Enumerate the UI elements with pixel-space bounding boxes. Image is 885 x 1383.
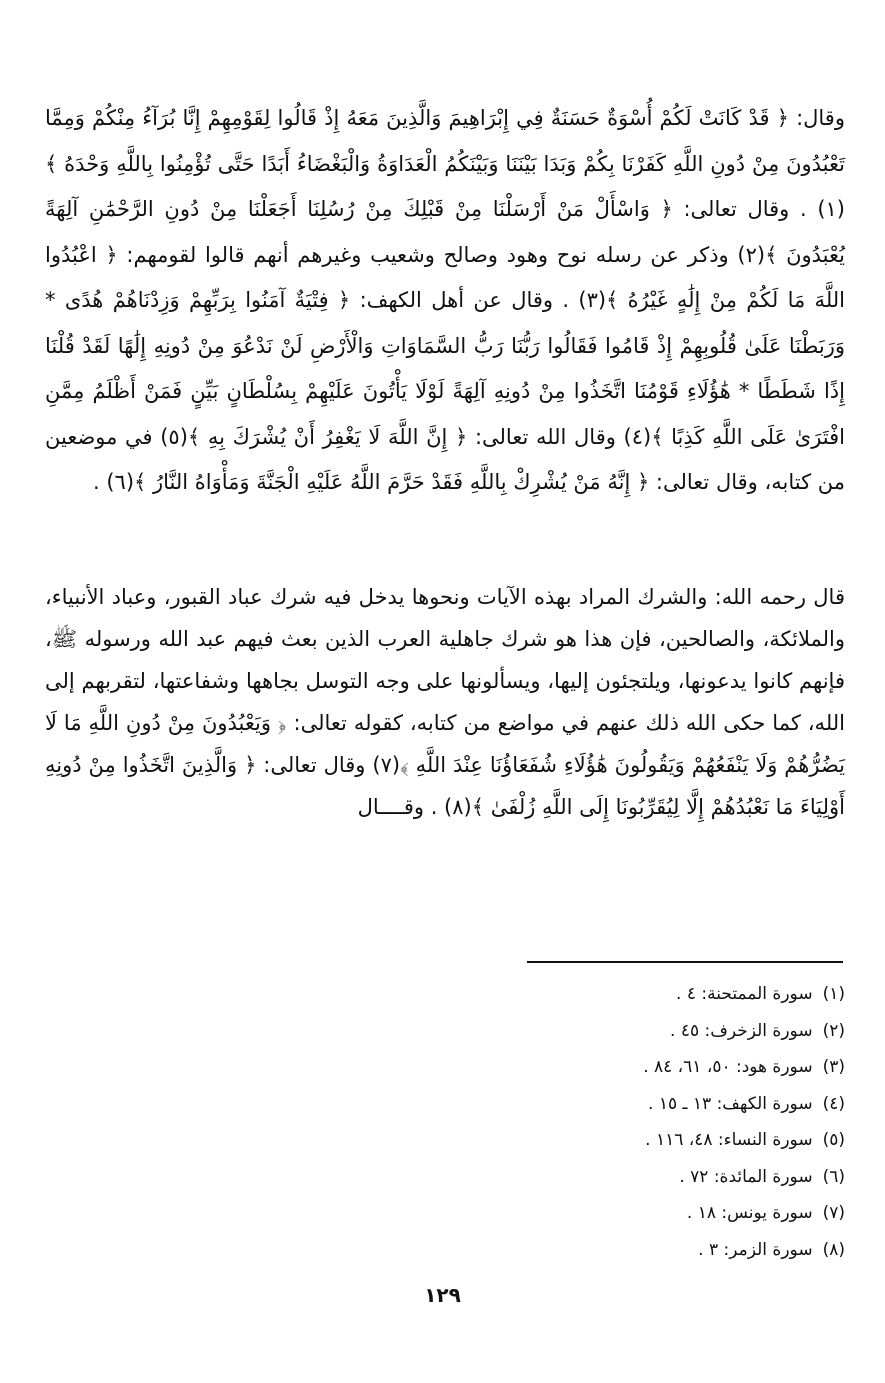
footnote-text: سورة الممتحنة: ٤ .: [676, 984, 813, 1004]
page-number: ١٢٩: [424, 1283, 461, 1307]
footnote-item: [245, 1195, 845, 1232]
footnote-text: سورة النساء: ٤٨، ١١٦ .: [645, 1130, 813, 1150]
footnote-text: سورة هود: ٥٠، ٦١، ٨٤ .: [643, 1057, 813, 1077]
footnote-text: سورة الكهف: ١٣ ـ ١٥ .: [648, 1093, 813, 1114]
footnote-item: [245, 1086, 845, 1123]
footnote-text: سورة الزخرف: ٤٥ .: [670, 1020, 813, 1041]
footnote-text: سورة المائدة: ٧٢ .: [679, 1166, 813, 1187]
footnote-item: [245, 1232, 845, 1269]
footnote-number: (٤): [822, 1093, 845, 1114]
footnote-number: (٥): [822, 1130, 845, 1150]
footnote-item: [245, 976, 845, 1013]
footnote-number: (٧): [822, 1203, 845, 1223]
commentary-paragraph: [45, 576, 845, 828]
footnote-number: (٣): [822, 1057, 845, 1077]
paragraph-text: وقال: ﴿ قَدْ كَانَتْ لَكُمْ أُسْوَةٌ حَسَنَةٌ فِي إِبْرَاهِيمَ وَالَّذِينَ مَعَهُ إِذْ قَالُوا لِقَوْمِهِمْ إِنَّا بُرَآءُ مِنْكُمْ وَمِمَّا تَعْبُدُونَ مِنْ دُونِ اللَّهِ كَفَرْنَا بِكُمْ وَبَدَا بَيْنَنَا وَبَيْنَكُمُ الْعَدَاوَةُ وَالْبَغْضَاءُ أَبَدًا حَتَّى تُؤْمِنُوا بِاللَّهِ وَحْدَهُ ﴾(١) . وقال تعالى: ﴿ وَاسْأَلْ مَنْ أَرْسَلْنَا مِنْ قَبْلِكَ مِنْ رُسُلِنَا أَجَعَلْنَا مِنْ دُونِ الرَّحْمَٰنِ آلِهَةً يُعْبَدُونَ ﴾(٢) وذكر عن رسله نوح وهود وصالح وشعيب وغيرهم أنهم قالوا لقومهم: ﴿ اعْبُدُوا اللَّهَ مَا لَكُمْ مِنْ إِلَٰهٍ غَيْرُهُ ﴾(٣) . وقال عن أهل الكهف: ﴿ فِتْيَةٌ آمَنُوا بِرَبِّهِمْ وَزِدْنَاهُمْ هُدًى * وَرَبَطْنَا عَلَىٰ قُلُوبِهِمْ إِذْ قَامُوا فَقَالُوا رَبُّنَا رَبُّ السَّمَاوَاتِ وَالْأَرْضِ لَنْ نَدْعُوَ مِنْ دُونِهِ إِلَٰهًا لَقَدْ قُلْنَا إِذًا شَطَطًا * هَٰؤُلَاءِ قَوْمُنَا اتَّخَذُوا مِنْ دُونِهِ آلِهَةً لَوْلَا يَأْتُونَ عَلَيْهِمْ بِسُلْطَانٍ بَيِّنٍ فَمَنْ أَظْلَمُ مِمَّنِ افْتَرَىٰ عَلَى اللَّهِ كَذِبًا ﴾(٤) وقال الله تعالى: ﴿ إِنَّ اللَّهَ لَا يَغْفِرُ أَنْ يُشْرَكَ بِهِ ﴾(٥) في موضعين من كتابه، وقال تعالى: ﴿ إِنَّهُ مَنْ يُشْرِكْ بِاللَّهِ فَقَدْ حَرَّمَ اللَّهُ عَلَيْهِ الْجَنَّةَ وَمَأْوَاهُ النَّارُ ﴾(٦) .: [45, 106, 846, 494]
footnote-number: (٨): [822, 1239, 845, 1260]
footnote-number: (٢): [822, 1020, 845, 1041]
footnote-number: (٦): [822, 1166, 845, 1187]
footnote-divider: [527, 961, 843, 963]
quran-citations-paragraph: [45, 96, 845, 506]
paragraph-text: قال رحمه الله: والشرك المراد بهذه الآيات ونحوها يدخل فيه شرك عباد القبور، وعباد الأنبياء، والملائكة، والصالحين، فإن هذا هو شرك جاهلية العرب الذين بعث فيهم عبد الله ورسوله ﷺ، فإنهم كانوا يدعونها، ويلتجئون إليها، ويسألونها على وجه التوسل بجاهها وشفاعتها، لتقربهم إلى الله، كما حكى الله ذلك عنهم في مواضع من كتابه، كقوله تعالى: ﴿ وَيَعْبُدُونَ مِنْ دُونِ اللَّهِ مَا لَا يَضُرُّهُمْ وَلَا يَنْفَعُهُمْ وَيَقُولُونَ هَٰؤُلَاءِ شُفَعَاؤُنَا عِنْدَ اللَّهِ ﴾(٧) وقال تعالى: ﴿ وَالَّذِينَ اتَّخَذُوا مِنْ دُونِهِ أَوْلِيَاءَ مَا نَعْبُدُهُمْ إِلَّا لِيُقَرِّبُونَا إِلَى اللَّهِ زُلْفَىٰ ﴾(٨) . وقــــال: [45, 585, 845, 819]
footnote-item: [245, 1122, 845, 1159]
footnote-text: سورة يونس: ١٨ .: [686, 1203, 813, 1223]
footnotes-list: [245, 976, 845, 1268]
footnote-item: [245, 1159, 845, 1196]
footnote-number: (١): [822, 984, 845, 1004]
footnote-item: [245, 1049, 845, 1086]
footnote-item: [245, 1013, 845, 1050]
footnote-text: سورة الزمر: ٣ .: [698, 1239, 813, 1260]
